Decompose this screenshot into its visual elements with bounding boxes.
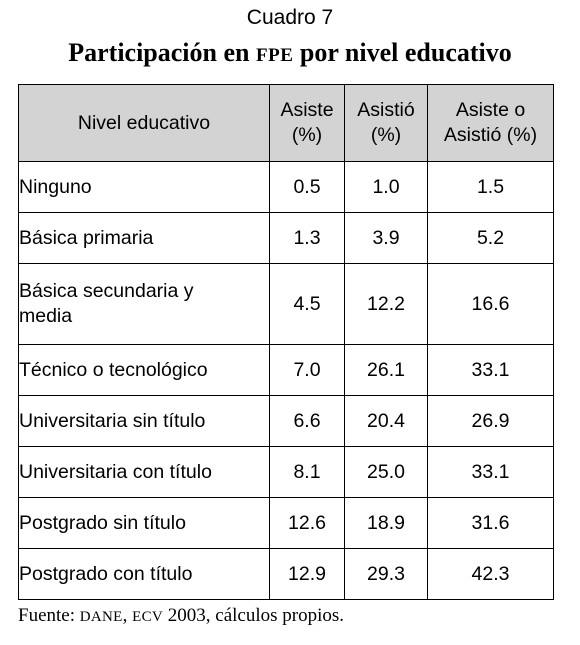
header-nivel-educativo: Nivel educativo: [19, 85, 270, 162]
header-asiste-line1: Asiste: [280, 99, 334, 121]
cell-asiste-o-asistio: 33.1: [428, 345, 554, 396]
header-asiste-line2: (%): [291, 124, 323, 146]
cell-nivel-line2: media: [19, 305, 73, 327]
cell-nivel: Postgrado con título: [19, 549, 270, 600]
header-asistio-line2: (%): [370, 124, 402, 146]
cell-nivel: Universitaria con título: [19, 447, 270, 498]
title-text-end: por nivel educativo: [293, 38, 512, 67]
cell-nivel: Postgrado sin título: [19, 498, 270, 549]
cell-asiste: 7.0: [270, 345, 345, 396]
cell-asiste-o-asistio: 16.6: [428, 264, 554, 345]
header-asistio-line1: Asistió: [357, 99, 415, 121]
table-row: [19, 162, 554, 213]
header-ambos-line2: Asistió (%): [443, 124, 538, 146]
title-abbreviation: FPE: [256, 45, 294, 66]
header-row: [19, 85, 554, 162]
table-row: [19, 498, 554, 549]
cell-asiste: 12.9: [270, 549, 345, 600]
source-survey: ECV: [132, 609, 164, 625]
header-asistio: [345, 85, 428, 162]
cell-nivel-line1: Básica secundaria y: [19, 280, 194, 302]
table-row: [19, 396, 554, 447]
source-note: [18, 605, 344, 627]
cell-asiste-o-asistio: 5.2: [428, 213, 554, 264]
data-table: [18, 84, 554, 600]
table-row: [19, 447, 554, 498]
source-rest: 2003, cálculos propios.: [163, 605, 345, 626]
header-asiste-o-asistio: [428, 85, 554, 162]
cell-nivel: [19, 264, 270, 345]
table-row: [19, 213, 554, 264]
cell-asiste-o-asistio: 1.5: [428, 162, 554, 213]
cell-asiste: 0.5: [270, 162, 345, 213]
cell-asistio: 3.9: [345, 213, 428, 264]
table-caption: Cuadro 7: [246, 6, 334, 29]
cell-asiste: 4.5: [270, 264, 345, 345]
table-row: [19, 549, 554, 600]
cell-asiste: 6.6: [270, 396, 345, 447]
header-ambos-line1: Asiste o: [455, 99, 526, 121]
source-org: DANE: [79, 609, 123, 625]
cell-asiste: 12.6: [270, 498, 345, 549]
cell-asistio: 12.2: [345, 264, 428, 345]
table-row: [19, 264, 554, 345]
cell-asiste-o-asistio: 42.3: [428, 549, 554, 600]
table-row: [19, 345, 554, 396]
cell-asiste-o-asistio: 26.9: [428, 396, 554, 447]
cell-asistio: 1.0: [345, 162, 428, 213]
cell-nivel: Técnico o tecnológico: [19, 345, 270, 396]
source-separator: ,: [122, 605, 133, 626]
cell-nivel: Ninguno: [19, 162, 270, 213]
cell-asiste: 1.3: [270, 213, 345, 264]
header-asiste: [270, 85, 345, 162]
cell-asiste: 8.1: [270, 447, 345, 498]
cell-nivel: Básica primaria: [19, 213, 270, 264]
title-text-start: Participación en: [68, 38, 256, 67]
cell-asistio: 20.4: [345, 396, 428, 447]
cell-asiste-o-asistio: 31.6: [428, 498, 554, 549]
cell-asistio: 26.1: [345, 345, 428, 396]
cell-nivel: Universitaria sin título: [19, 396, 270, 447]
table-title: [0, 38, 580, 68]
cell-asistio: 25.0: [345, 447, 428, 498]
cell-asistio: 29.3: [345, 549, 428, 600]
cell-asistio: 18.9: [345, 498, 428, 549]
source-prefix: Fuente:: [18, 605, 80, 626]
cell-asiste-o-asistio: 33.1: [428, 447, 554, 498]
